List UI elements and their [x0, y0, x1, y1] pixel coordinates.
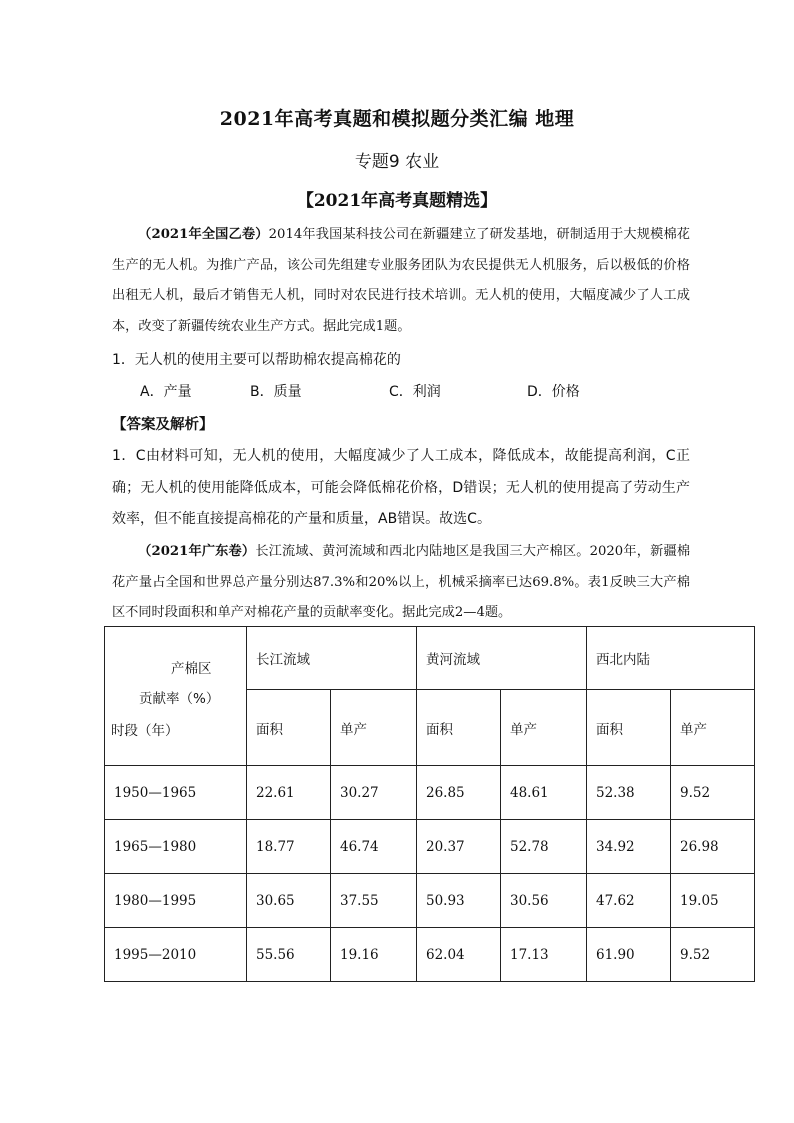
question1-source: （2021年全国乙卷）	[138, 227, 269, 242]
question1-material	[112, 220, 690, 342]
section-heading: 【2021年高考真题精选】	[296, 191, 498, 211]
value-cell: 30.65	[247, 874, 331, 928]
subheader-cell: 单产	[331, 690, 417, 766]
region-header: 西北内陆	[587, 627, 755, 690]
option-d: D．价格	[527, 384, 580, 400]
period-cell: 1995—2010	[105, 928, 247, 982]
question2-text: 长江流域、黄河流域和西北内陆地区是我国三大产棉区。2020年，新疆棉花产量占全国和世界总产量分别达87.3%和20%以上，机械采摘率已达69.8%。表1反映三大产棉区不同时段面积和单产对棉花产量的贡献率变化。据此完成2—4题。	[112, 544, 691, 620]
question1-text: 2014年我国某科技公司在新疆建立了研发基地，研制适用于大规模棉花生产的无人机。为推广产品，该公司先组建专业服务团队为农民提供无人机服务，后以极低的价格出租无人机，最后才销售无人机，同时对农民进行技术培训。无人机的使用，大幅度减少了人工成本，改变了新疆传统农业生产方式。据此完成1题。	[112, 227, 690, 334]
option-b: B．质量	[250, 384, 302, 400]
value-cell: 62.04	[417, 928, 501, 982]
document-title: 2021年高考真题和模拟题分类汇编 地理	[219, 108, 575, 130]
cotton-contribution-table	[104, 626, 755, 982]
option-c: C．利润	[389, 384, 441, 400]
option-a: A．产量	[140, 384, 192, 400]
corner-rate-label: 贡献率（%）	[139, 691, 220, 707]
corner-region-label: 产棉区	[171, 661, 212, 677]
value-cell: 30.56	[501, 874, 587, 928]
value-cell: 52.78	[501, 820, 587, 874]
subheader-cell: 面积	[417, 690, 501, 766]
value-cell: 19.16	[331, 928, 417, 982]
value-cell: 9.52	[671, 766, 755, 820]
subheader-cell: 面积	[587, 690, 671, 766]
table-row	[105, 928, 755, 982]
value-cell: 22.61	[247, 766, 331, 820]
value-cell: 52.38	[587, 766, 671, 820]
subheader-cell: 单产	[671, 690, 755, 766]
value-cell: 55.56	[247, 928, 331, 982]
value-cell: 37.55	[331, 874, 417, 928]
topic-subtitle: 专题9 农业	[354, 152, 440, 172]
table-row	[105, 874, 755, 928]
table-row	[105, 766, 755, 820]
question2-material	[112, 537, 690, 629]
value-cell: 18.77	[247, 820, 331, 874]
value-cell: 61.90	[587, 928, 671, 982]
value-cell: 9.52	[671, 928, 755, 982]
value-cell: 19.05	[671, 874, 755, 928]
question2-source: （2021年广东卷）	[138, 544, 256, 559]
value-cell: 46.74	[331, 820, 417, 874]
value-cell: 20.37	[417, 820, 501, 874]
subheader-cell: 面积	[247, 690, 331, 766]
value-cell: 26.98	[671, 820, 755, 874]
region-header: 黄河流域	[417, 627, 587, 690]
corner-period-label: 时段（年）	[111, 723, 179, 739]
value-cell: 34.92	[587, 820, 671, 874]
value-cell: 30.27	[331, 766, 417, 820]
value-cell: 47.62	[587, 874, 671, 928]
value-cell: 17.13	[501, 928, 587, 982]
subheader-cell: 单产	[501, 690, 587, 766]
region-header: 长江流域	[247, 627, 417, 690]
value-cell: 48.61	[501, 766, 587, 820]
question1-stem: 1．无人机的使用主要可以帮助棉农提高棉花的	[112, 352, 401, 368]
value-cell: 26.85	[417, 766, 501, 820]
period-cell: 1950—1965	[105, 766, 247, 820]
period-cell: 1980—1995	[105, 874, 247, 928]
value-cell: 50.93	[417, 874, 501, 928]
answer-heading: 【答案及解析】	[112, 417, 214, 433]
table-corner-header	[105, 627, 247, 766]
period-cell: 1965—1980	[105, 820, 247, 874]
answer-explanation: 1．C由材料可知，无人机的使用，大幅度减少了人工成本，降低成本，故能提高利润，C正确；无人机的使用能降低成本，可能会降低棉花价格，D错误；无人机的使用提高了劳动生产效率，但不能直接提高棉花的产量和质量，AB错误。故选C。	[112, 448, 690, 527]
table-row	[105, 820, 755, 874]
